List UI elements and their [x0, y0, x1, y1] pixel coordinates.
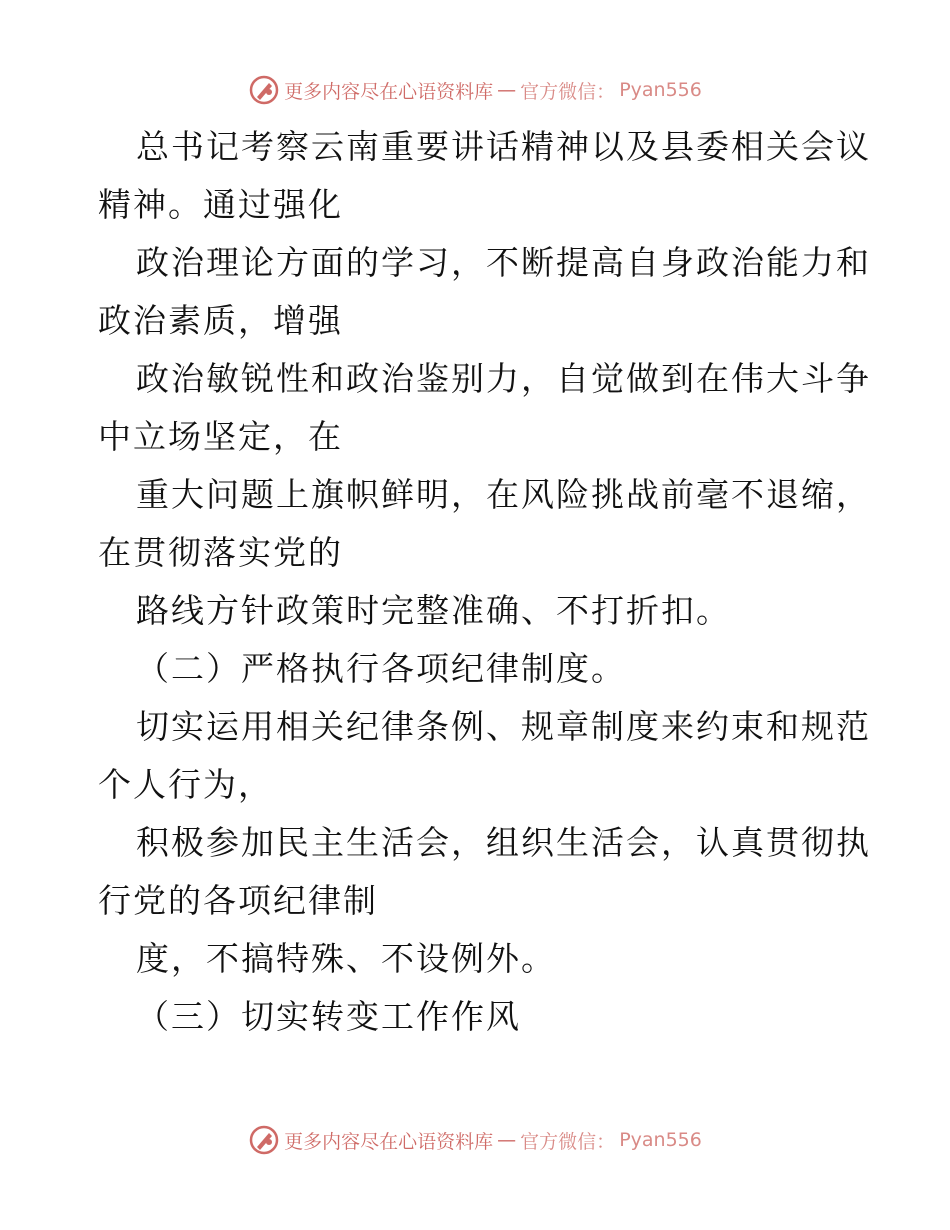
- paragraph-line: 总书记考察云南重要讲话精神以及县委相关会议: [136, 127, 871, 166]
- watermark-wechat-id: Pyan556: [619, 1129, 702, 1151]
- paragraph-line: （三）切实转变工作作风: [136, 997, 521, 1036]
- paragraph-line: 切实运用相关纪律条例、规章制度来约束和规范: [136, 707, 871, 746]
- paragraph-line: 路线方针政策时完整准确、不打折扣。: [136, 591, 731, 630]
- paragraph-line: 个人行为，: [98, 765, 273, 804]
- watermark-brand: [248, 74, 702, 106]
- paragraph-line: 行党的各项纪律制: [98, 881, 378, 920]
- watermark-wechat-label: 官方微信：: [520, 1130, 616, 1153]
- watermark-dash: —: [497, 79, 517, 101]
- paragraph-line: 政治素质，增强: [98, 301, 343, 340]
- paragraph-line: 积极参加民主生活会，组织生活会，认真贯彻执: [136, 823, 871, 862]
- watermark-main-text: 更多内容尽在心语资料库: [284, 80, 494, 103]
- paragraph-line: 政治理论方面的学习，不断提高自身政治能力和: [136, 243, 871, 282]
- watermark-brand: [248, 1124, 702, 1156]
- paragraph-line: 政治敏锐性和政治鉴别力，自觉做到在伟大斗争: [136, 359, 871, 398]
- header-watermark: [0, 70, 950, 110]
- document-body: [98, 118, 871, 1046]
- watermark-wechat-label: 官方微信：: [520, 80, 616, 103]
- watermark-wechat-id: Pyan556: [619, 79, 702, 101]
- paragraph-line: 中立场坚定，在: [98, 417, 343, 456]
- pen-logo-icon: [248, 1124, 280, 1156]
- pen-logo-icon: [248, 74, 280, 106]
- footer-watermark: [0, 1120, 950, 1160]
- paragraph-line: 重大问题上旗帜鲜明，在风险挑战前毫不退缩，: [136, 475, 871, 514]
- paragraph-line: 在贯彻落实党的: [98, 533, 343, 572]
- paragraph-line: 精神。通过强化: [98, 185, 343, 224]
- watermark-main-text: 更多内容尽在心语资料库: [284, 1130, 494, 1153]
- paragraph-line: （二）严格执行各项纪律制度。: [136, 649, 626, 688]
- watermark-dash: —: [497, 1129, 517, 1151]
- paragraph-line: 度，不搞特殊、不设例外。: [136, 939, 556, 978]
